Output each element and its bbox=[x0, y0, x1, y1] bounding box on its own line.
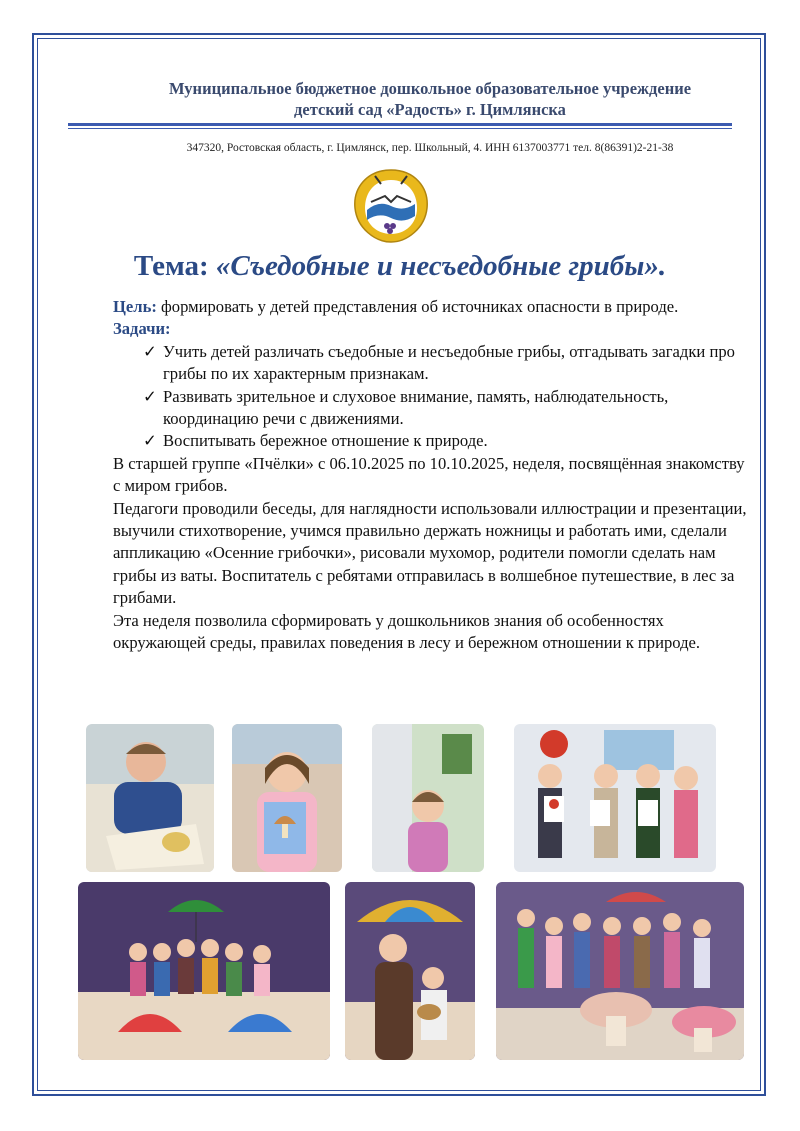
photo-children-drawings bbox=[514, 724, 716, 872]
photo-girl-applique bbox=[232, 724, 342, 872]
header-rule-thin bbox=[68, 128, 732, 129]
title-theme: «Съедобные и несъедобные грибы». bbox=[215, 250, 667, 282]
checkmark-icon: ✓ bbox=[143, 386, 157, 406]
organization-name bbox=[100, 78, 760, 120]
kindergarten-logo bbox=[345, 166, 437, 246]
photo-teacher-umbrella bbox=[345, 882, 475, 1060]
tasks-list bbox=[143, 341, 753, 453]
conclusion-paragraph: Эта неделя позволила сформировать у дошкольников знания об особенностях окружающей среды, правилах поведения в лесу и бережном отношении к природе. bbox=[113, 610, 701, 653]
tasks-label: Задачи: bbox=[113, 319, 171, 339]
photo-group-mushrooms bbox=[496, 882, 744, 1060]
checkmark-icon: ✓ bbox=[143, 431, 157, 451]
address-line: 347320, Ростовская область, г. Цимлянск, пер. Школьный, 4. ИНН 6137003771 тел. 8(86391)2-21-38 bbox=[186, 142, 674, 154]
photo-group-umbrellas bbox=[78, 882, 330, 1060]
goal-paragraph bbox=[113, 296, 753, 318]
task-text: Воспитывать бережное отношение к природе. bbox=[163, 431, 488, 451]
task-item bbox=[143, 430, 753, 452]
task-item bbox=[143, 386, 753, 431]
page-title bbox=[60, 250, 740, 283]
week-paragraph: В старшей группе «Пчёлки» с 06.10.2025 по 10.10.2025, неделя, посвящённая знакомству с миром грибов. bbox=[113, 453, 745, 496]
photo-girl-standing bbox=[372, 724, 484, 872]
goal-label: Цель: bbox=[113, 297, 157, 316]
activities-paragraph: Педагоги проводили беседы, для наглядности использовали иллюстрации и презентации, выучили стихотворение, учимся правильно держать ножницы и работать ими, сделали аппликацию «Осенние грибочки», рисовали мухомор, родители помогли сделать нам грибы из ваты. Воспитатель с ребятами отправилась в волшебное путешествие, в лес за грибами. bbox=[113, 498, 747, 608]
goal-text: формировать у детей представления об источниках опасности в природе. bbox=[156, 297, 679, 316]
title-prefix: Тема: bbox=[133, 250, 209, 282]
task-text: Учить детей различать съедобные и несъедобные грибы, отгадывать загадки про грибы по их характерным признакам. bbox=[163, 341, 735, 384]
task-text: Развивать зрительное и слуховое внимание, память, наблюдательность, координацию речи с движениями. bbox=[163, 386, 669, 429]
org-line-1: Муниципальное бюджетное дошкольное образовательное учреждение bbox=[168, 79, 692, 98]
photo-boy-cutting bbox=[86, 724, 214, 872]
checkmark-icon: ✓ bbox=[143, 341, 157, 361]
task-item bbox=[143, 341, 753, 386]
org-line-2: детский сад «Радость» г. Цимлянска bbox=[294, 100, 566, 119]
report-body bbox=[113, 296, 753, 655]
header-rule bbox=[68, 123, 732, 126]
